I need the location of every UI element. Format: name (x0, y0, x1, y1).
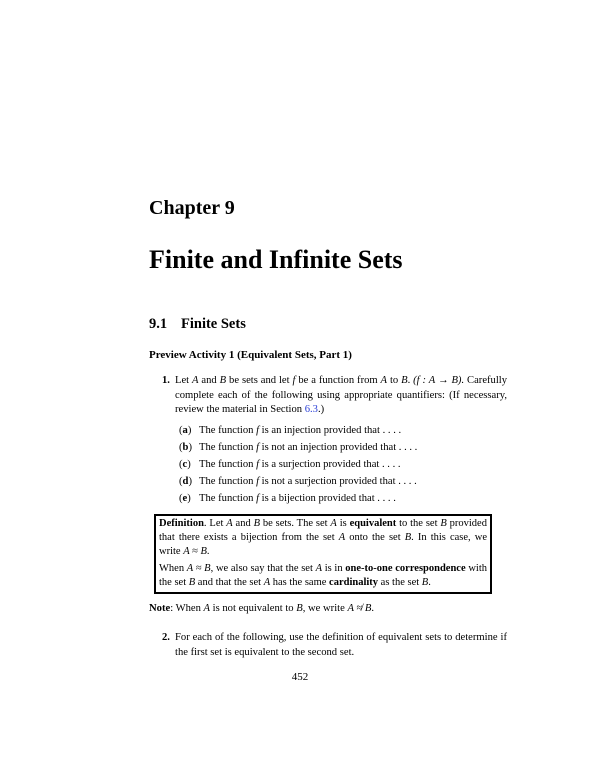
definition-box (154, 514, 492, 594)
sub-item-b: (b) The function f is not an injection provided that . . . . (179, 442, 418, 453)
preview-activity-title: Preview Activity 1 (Equivalent Sets, Part 1) (149, 349, 352, 361)
item-text: Let A and B be sets and let f be a function from A to B. (f : A → B). Carefully complete each of the following using appropriate quantifiers: (If necessary, review the material in Section 6.3.) (175, 375, 508, 415)
section-link[interactable]: 6.3 (304, 404, 318, 415)
section-title: Finite Sets (181, 316, 246, 332)
item-number: 2. (162, 632, 170, 643)
section-heading (149, 316, 246, 333)
sub-item-e: (e) The function f is a bijection provided that . . . . (179, 493, 396, 504)
sub-item-a: (a) The function f is an injection provided that . . . . (179, 425, 402, 436)
page-number: 452 (291, 671, 309, 683)
chapter-label: Chapter 9 (149, 197, 235, 219)
item-number: 1. (162, 375, 170, 386)
definition-paragraph-2: When A ≈ B, we also say that the set A is in one-to-one correspondence with the set B and that the set A has the same cardinality as the set B. (159, 563, 487, 588)
note: Note: When A is not equivalent to B, we write A ≉ B. (149, 603, 374, 614)
section-number: 9.1 (149, 316, 168, 332)
exercise-item-1 (162, 374, 507, 418)
sub-item-c: (c) The function f is a surjection provided that . . . . (179, 459, 401, 470)
definition-paragraph-1: Definition. Let A and B be sets. The set A is equivalent to the set B provided that there exists a bijection from the set A onto the set B. In this case, we write A ≈ B. (159, 518, 487, 557)
item-text: For each of the following, use the definition of equivalent sets to determine if the first set is equivalent to the second set. (175, 632, 507, 658)
sub-item-d: (d) The function f is not a surjection provided that . . . . (179, 476, 417, 487)
exercise-item-2 (162, 631, 507, 660)
chapter-title: Finite and Infinite Sets (149, 245, 403, 274)
